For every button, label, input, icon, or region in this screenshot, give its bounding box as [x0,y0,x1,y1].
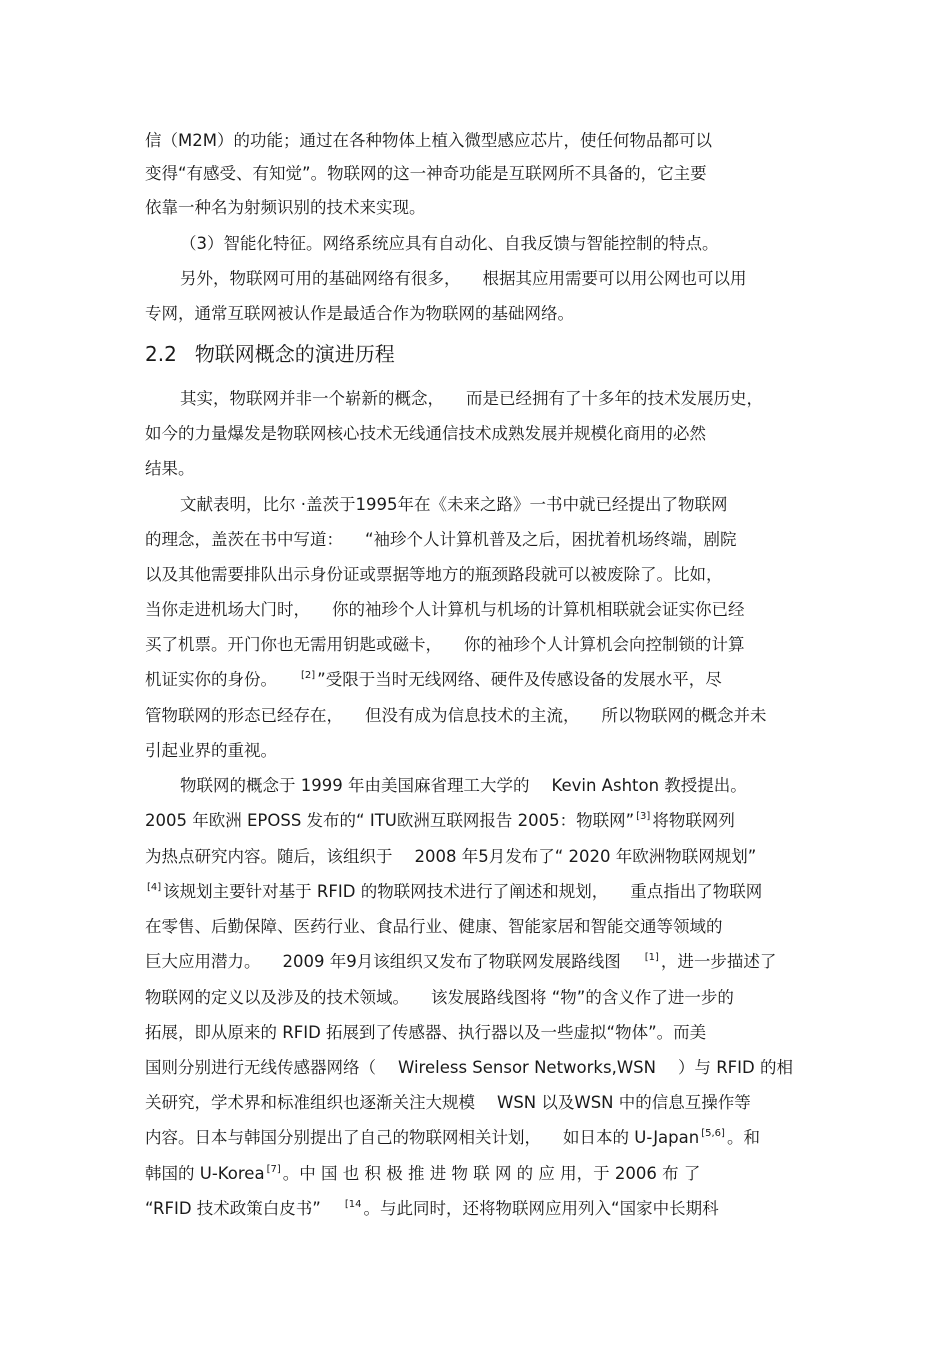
text-line: 文献表明，比尔 ·盖茨于1995年在《未来之路》一书中就已经提出了物联网 [180,495,728,514]
text-line [145,987,815,1011]
text-segment: ）与 RFID 的相 [677,1058,793,1077]
text-line [180,268,815,292]
text-line [145,634,815,658]
text-line [145,705,815,729]
citation-ref: [2] [301,670,316,681]
text-line [145,599,815,623]
section-number: 2.2 [145,342,177,366]
text-line: 如今的力量爆发是物联网核心技术无线通信技术成熟发展并规模化商用的必然 [145,424,706,443]
text-segment: ”受限于当时无线网络、硬件及传感设备的发展水平，尽 [317,670,722,689]
text-segment: 将物联网列 [652,811,735,830]
text-segment: 。与此同时，还将物联网应用列入“国家中长期科 [363,1199,719,1218]
text-line [145,810,815,834]
text-segment: 为热点研究内容。随后，该组织于 [145,847,393,866]
text-line [145,1163,815,1187]
section-heading [145,341,395,367]
text-segment: 你的袖珍个人计算机会向控制锁的计算 [464,635,745,654]
text-segment: 2005 年欧洲 EPOSS 发布的“ ITU欧洲互联网报告 2005：物联网” [145,811,635,830]
text-segment: WSN 以及WSN 中的信息互操作等 [497,1093,751,1112]
text-line: 结果。 [145,459,195,478]
citation-ref: [4] [147,882,162,893]
text-segment: 。和 [726,1128,760,1147]
text-segment: 买了机票。开门你也无需用钥匙或磁卡， [145,635,442,654]
text-segment: 当你走进机场大门时， [145,600,310,619]
text-segment: ，进一步描述了 [660,952,777,971]
text-line: 引起业界的重视。 [145,741,277,760]
text-line [180,775,815,799]
citation-ref: [3] [636,811,651,822]
text-line [145,1198,815,1222]
text-line: 在零售、后勤保障、医药行业、食品行业、健康、智能家居和智能交通等领域的 [145,917,723,936]
citation-ref: [14 [344,1199,362,1210]
text-line [145,1092,815,1116]
text-segment: 的理念，盖茨在书中写道： [145,530,343,549]
text-line: 信（M2M）的功能；通过在各种物体上植入微型感应芯片，使任何物品都可以 [145,131,712,150]
citation-ref: [7] [266,1164,281,1175]
text-segment: 管物联网的形态已经存在， [145,706,343,725]
text-line: （3）智能化特征。网络系统应具有自动化、自我反馈与智能控制的特点。 [180,234,719,253]
text-segment: 该发展路线图将 “物”的含义作了进一步的 [431,988,734,1007]
text-segment: 2009 年9月该组织又发布了物联网发展路线图 [282,952,621,971]
text-line: 依靠一种名为射频识别的技术来实现。 [145,198,426,217]
text-segment: 2008 年5月发布了“ 2020 年欧洲物联网规划” [414,847,757,866]
text-segment: 你的袖珍个人计算机与机场的计算机相联就会证实你已经 [332,600,745,619]
text-segment: “RFID 技术政策白皮书” [145,1199,321,1218]
text-line [145,669,815,693]
text-segment: Wireless Sensor Networks,WSN [398,1058,656,1077]
text-segment: Kevin Ashton 教授提出。 [551,776,747,795]
text-segment: 物联网的概念于 1999 年由美国麻省理工大学的 [180,776,530,795]
text-line [145,1057,815,1081]
text-segment: “袖珍个人计算机普及之后，困扰着机场终端，剧院 [365,530,737,549]
text-segment: 国则分别进行无线传感器网络（ [145,1058,376,1077]
text-line [145,951,815,975]
text-line [145,529,815,553]
citation-ref: [5,6] [701,1128,725,1139]
text-segment: 该规划主要针对基于 RFID 的物联网技术进行了阐述和规划， [163,882,609,901]
text-line: 变得“有感受、有知觉”。物联网的这一神奇功能是互联网所不具备的，它主要 [145,164,707,183]
text-line: 专网，通常互联网被认作是最适合作为物联网的基础网络。 [145,304,574,323]
text-segment: 而是已经拥有了十多年的技术发展历史， [466,389,763,408]
text-segment: 另外，物联网可用的基础网络有很多， [180,269,461,288]
text-line: 拓展，即从原来的 RFID 拓展到了传感器、执行器以及一些虚拟“物体”。而美 [145,1023,707,1042]
text-segment: 其实，物联网并非一个崭新的概念， [180,389,444,408]
text-line [180,388,815,412]
text-segment: 所以物联网的概念并未 [601,706,767,725]
text-segment: 关研究，学术界和标准组织也逐渐关注大规模 [145,1093,475,1112]
text-segment: 机证实你的身份。 [145,670,277,689]
text-segment: 但没有成为信息技术的主流， [365,706,580,725]
text-segment: 韩国的 U-Korea [145,1164,265,1183]
text-segment: 。中 国 也 积 极 推 进 物 联 网 的 应 用，于 2006 布 了 [282,1164,701,1183]
text-line [145,881,815,905]
citation-ref: [1] [644,952,659,963]
text-segment: 如日本的 U-Japan [563,1128,700,1147]
text-line [145,1127,815,1151]
text-segment: 根据其应用需要可以用公网也可以用 [482,269,747,288]
text-segment: 重点指出了物联网 [630,882,763,901]
text-segment: 内容。日本与韩国分别提出了自己的物联网相关计划， [145,1128,541,1147]
text-segment: 物联网的定义以及涉及的技术领域。 [145,988,409,1007]
section-title: 物联网概念的演进历程 [194,342,395,366]
text-line: 以及其他需要排队出示身份证或票据等地方的瓶颈路段就可以被废除了。比如， [145,565,723,584]
text-line [145,846,815,870]
text-segment: 巨大应用潜力。 [145,952,261,971]
